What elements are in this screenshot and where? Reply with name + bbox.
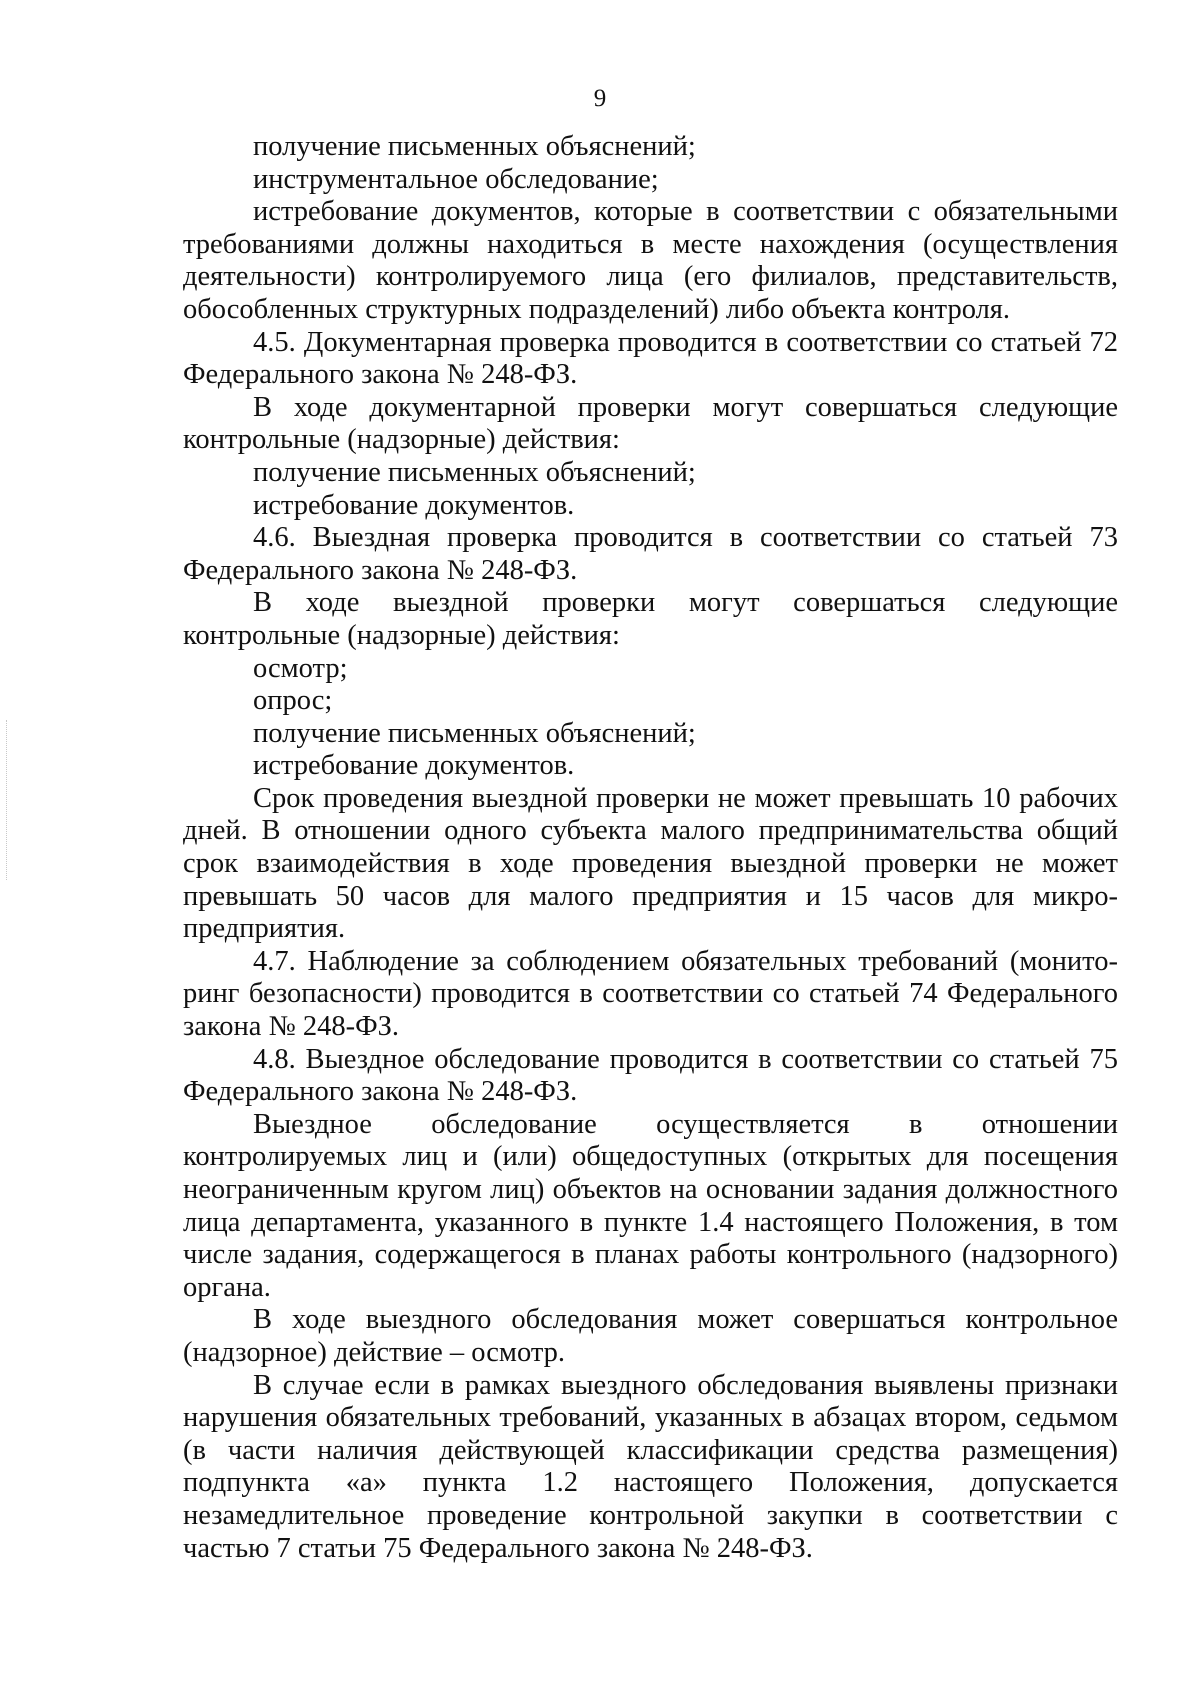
document-body <box>183 131 1118 1565</box>
scan-artifact <box>6 720 13 880</box>
paragraph: инструментальное обследование; <box>253 163 659 195</box>
paragraph: осмотр; <box>253 652 348 684</box>
paragraph: В ходе выездного обследования может совершаться контрольное (надзорное) действие – осмотр. <box>183 1304 1118 1368</box>
paragraph: 4.6. Выездная проверка проводится в соответствии со статьей 73 Федерального закона № 248-ФЗ. <box>183 522 1118 586</box>
paragraph: получение письменных объяснений; <box>253 456 696 488</box>
paragraph: истребование документов, которые в соответствии с обязательными требованиями должны находиться в месте нахождения (осуществления деятельности) контролируемого лица (его филиалов, представительств, обособленных структурных подразделений) либо объекта контроля. <box>183 196 1118 325</box>
paragraph: 4.8. Выездное обследование проводится в соответствии со статьей 75 Федерального закона № 248-ФЗ. <box>183 1043 1118 1108</box>
paragraph: 4.5. Документарная проверка проводится в соответствии со статьей 72 Федерального закона № 248-ФЗ. <box>183 326 1118 391</box>
paragraph: Выездное обследование осуществляется в отношении контролируемых лиц и (или) общедоступных (открытых для посещения неограниченным кругом лиц) объектов на основании задания должностного лица департамента, указанного в пункте 1.4 настоящего Положения, в том числе задания, содержащегося в планах работы контрольного (надзорного) органа. <box>183 1108 1118 1303</box>
paragraph: истребование документов. <box>253 750 575 782</box>
paragraph: 4.7. Наблюдение за соблюдением обязательных требований (монито-ринг безопасности) проводится в соответствии со статьей 74 Федерального закона № 248-ФЗ. <box>183 945 1118 1043</box>
paragraph: получение письменных объяснений; <box>253 717 696 749</box>
paragraph: Срок проведения выездной проверки не может превышать 10 рабочих дней. В отношении одного субъекта малого предпринимательства общий срок взаимодействия в ходе проведения выездной проверки не может превышать 50 часов для малого предприятия и 15 часов для микро-предприятия. <box>183 782 1118 945</box>
paragraph: получение письменных объяснений; <box>253 131 696 162</box>
page-number: 9 <box>593 85 607 112</box>
paragraph: истребование документов. <box>253 489 575 521</box>
paragraph: опрос; <box>253 685 333 717</box>
paragraph: В случае если в рамках выездного обследования выявлены признаки нарушения обязательных требований, указанных в абзацах втором, седьмом (в части наличия действующей классификации средства размещения) подпункта «а» пункта 1.2 настоящего Положения, допускается незамедлительное проведение контрольной закупки в соответствии с частью 7 статьи 75 Федерального закона № 248-ФЗ. <box>183 1369 1118 1564</box>
paragraph: В ходе выездной проверки могут совершаться следующие контрольные (надзорные) действия: <box>183 587 1118 651</box>
paragraph: В ходе документарной проверки могут совершаться следующие контрольные (надзорные) действия: <box>183 391 1118 456</box>
